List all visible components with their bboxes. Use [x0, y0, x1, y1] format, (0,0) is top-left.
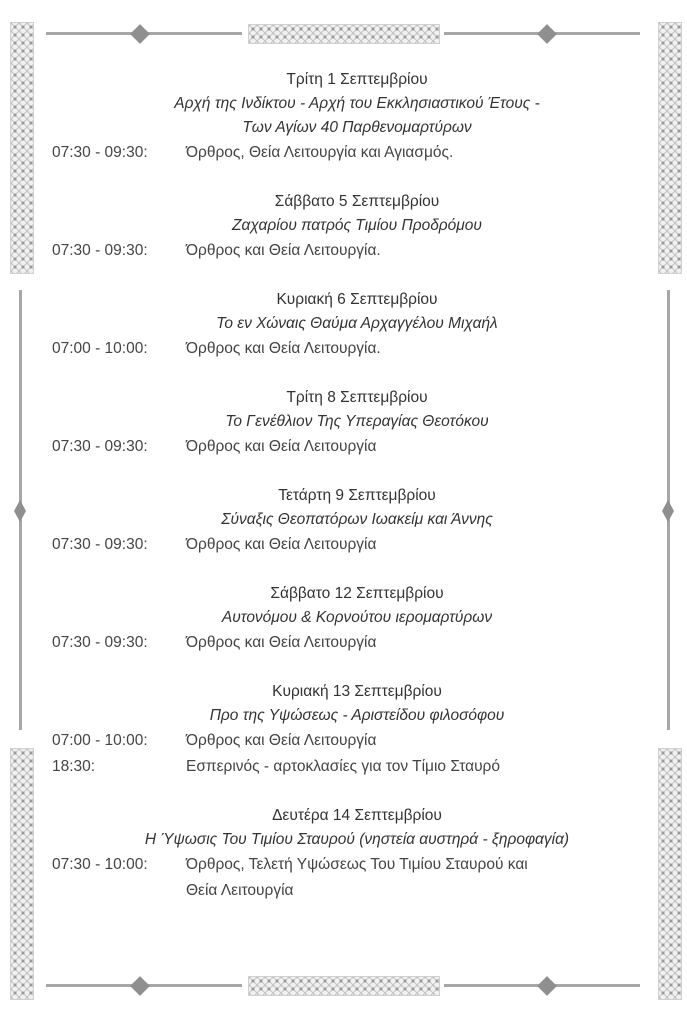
- event-4: [52, 386, 632, 460]
- service-description: Όρθρος, Τελετή Υψώσεως Του Τιμίου Σταυρού και: [186, 856, 528, 873]
- service-description: Όρθρος και Θεία Λειτουργία: [186, 438, 377, 455]
- event-feast: Σύναξις Θεοπατόρων Ιωακείμ και Άννης: [221, 511, 493, 528]
- ornament-bottom-center: [248, 976, 440, 996]
- event-feast: Το εν Χώναις Θαύμα Αρχαγγέλου Μιχαήλ: [216, 315, 498, 332]
- service-time: 18:30:: [52, 758, 96, 775]
- service-row: [52, 434, 632, 460]
- event-feast: Το Γενέθλιον Της Υπεραγίας Θεοτόκου: [225, 413, 489, 430]
- event-6: [52, 582, 632, 656]
- event-feast: Αρχή της Ινδίκτου - Αρχή του Εκκλησιαστικού Έτους -: [174, 95, 540, 112]
- service-time: 07:30 - 09:30:: [52, 242, 148, 259]
- service-description: Εσπερινός - αρτοκλασίες για τον Τίμιο Σταυρό: [186, 758, 500, 775]
- event-7: [52, 680, 632, 780]
- service-row: [52, 140, 632, 166]
- service-time: 07:30 - 09:30:: [52, 438, 148, 455]
- event-5: [52, 484, 632, 558]
- event-date: Σάββατο 12 Σεπτεμβρίου: [270, 585, 444, 602]
- right-diamond: [662, 500, 674, 522]
- bottom-right-diamond: [537, 976, 557, 996]
- service-time: 07:00 - 10:00:: [52, 340, 148, 357]
- left-diamond: [14, 500, 26, 522]
- top-right-diamond: [537, 24, 557, 44]
- service-row: [52, 532, 632, 558]
- event-date: Σάββατο 5 Σεπτεμβρίου: [274, 193, 440, 210]
- ornament-bottom-left: [10, 748, 34, 1000]
- service-row: [52, 852, 632, 878]
- top-left-diamond: [130, 24, 150, 44]
- ornament-top-right: [658, 22, 682, 274]
- service-time: 07:00 - 10:00:: [52, 732, 148, 749]
- event-feast: Η Ύψωσις Του Τιμίου Σταυρού (νηστεία αυστηρά - ξηροφαγία): [144, 831, 570, 848]
- event-2: [52, 190, 632, 264]
- event-date: Τετάρτη 9 Σεπτεμβρίου: [278, 487, 436, 504]
- ornament-top-left: [10, 22, 34, 274]
- service-description: Όρθρος και Θεία Λειτουργία: [186, 732, 377, 749]
- service-row: [52, 336, 632, 362]
- service-description: Όρθρος, Θεία Λειτουργία και Αγιασμός.: [186, 144, 454, 161]
- service-row: [52, 728, 632, 754]
- service-row: [52, 238, 632, 264]
- event-feast: Προ της Υψώσεως - Αριστείδου φιλοσόφου: [209, 707, 505, 724]
- event-1: [52, 68, 632, 166]
- event-feast: Των Αγίων 40 Παρθενομαρτύρων: [242, 119, 472, 136]
- event-8: [52, 804, 632, 904]
- service-time: 07:30 - 09:30:: [52, 634, 148, 651]
- event-feast: Ζαχαρίου πατρός Τιμίου Προδρόμου: [232, 217, 482, 234]
- service-description: Όρθρος και Θεία Λειτουργία.: [186, 242, 381, 259]
- service-description: Θεία Λειτουργία: [186, 882, 294, 899]
- event-date: Τρίτη 8 Σεπτεμβρίου: [286, 389, 428, 406]
- event-date: Κυριακή 6 Σεπτεμβρίου: [276, 291, 438, 308]
- service-time: 07:30 - 09:30:: [52, 144, 148, 161]
- schedule: [52, 68, 632, 928]
- service-row: [52, 878, 632, 904]
- service-time: 07:30 - 09:30:: [52, 536, 148, 553]
- service-row: [52, 754, 632, 780]
- ornament-bottom-right: [658, 748, 682, 1000]
- event-date: Κυριακή 13 Σεπτεμβρίου: [272, 683, 442, 700]
- event-feast: Αυτονόμου & Κορνούτου ιερομαρτύρων: [221, 609, 493, 626]
- service-time: [52, 878, 186, 904]
- service-row: [52, 630, 632, 656]
- bottom-left-diamond: [130, 976, 150, 996]
- event-3: [52, 288, 632, 362]
- service-description: Όρθρος και Θεία Λειτουργία: [186, 634, 377, 651]
- service-description: Όρθρος και Θεία Λειτουργία.: [186, 340, 381, 357]
- service-time: 07:30 - 10:00:: [52, 856, 148, 873]
- service-description: Όρθρος και Θεία Λειτουργία: [186, 536, 377, 553]
- ornament-top-center: [248, 24, 440, 44]
- event-date: Δευτέρα 14 Σεπτεμβρίου: [272, 807, 442, 824]
- event-date: Τρίτη 1 Σεπτεμβρίου: [286, 71, 428, 88]
